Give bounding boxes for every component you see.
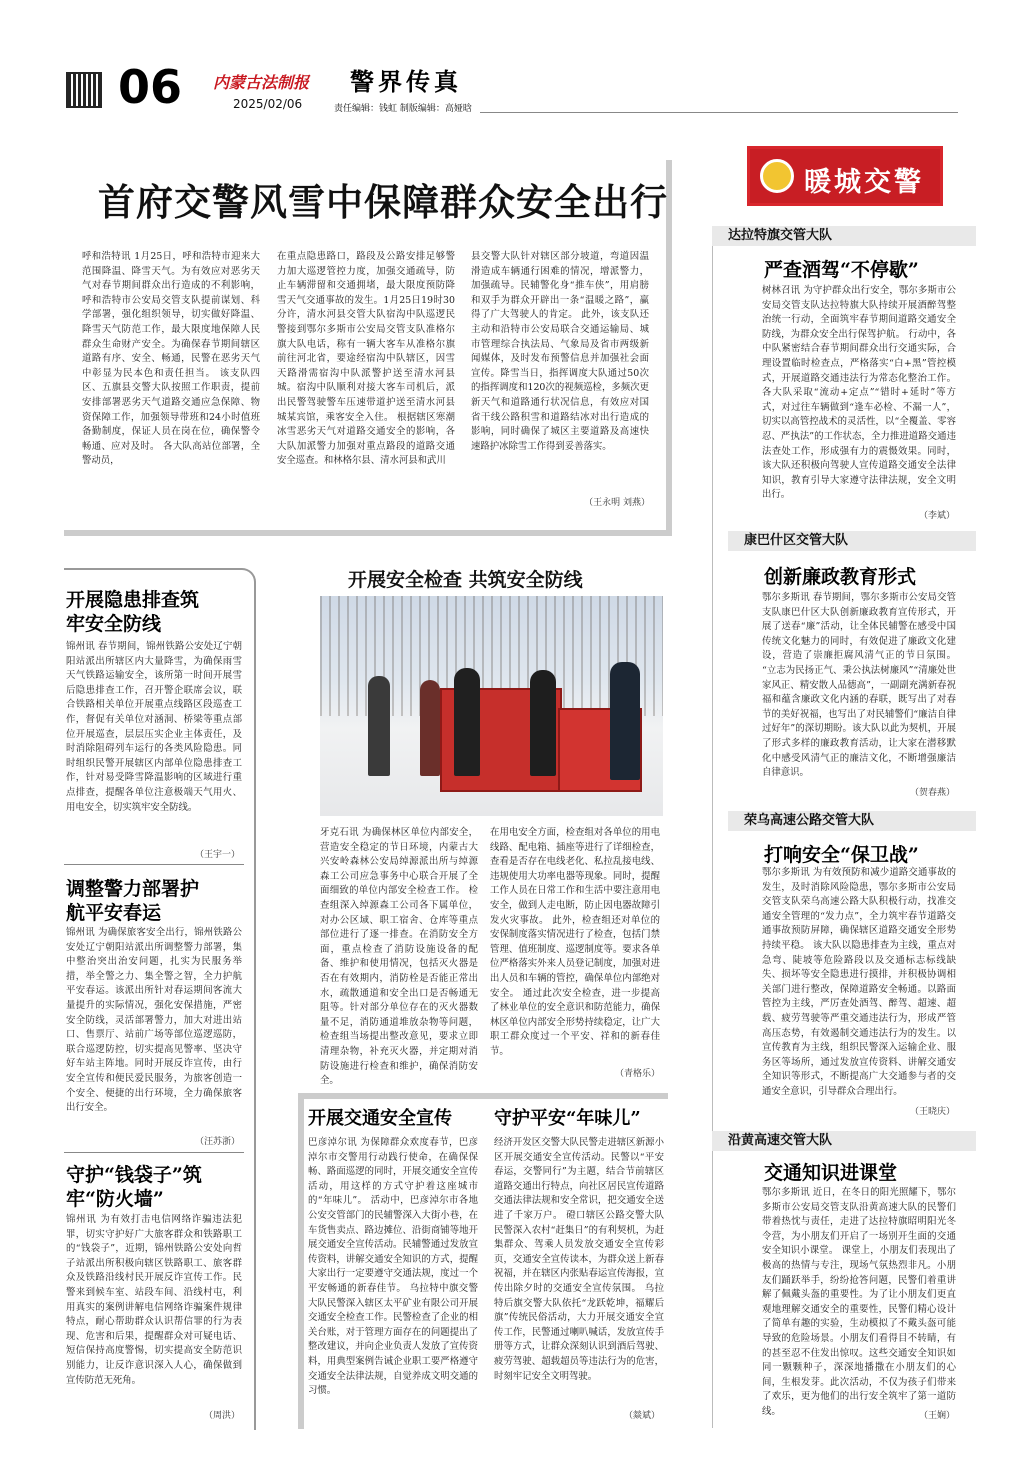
person-shape [454,668,480,776]
lead-signature: （王永明 刘燕） [584,498,650,508]
lead-column-3: 县交警大队针对辖区部分坡道，弯道因温滑造成车辆通行困难的情况，增派警力，加强疏导。民辅警化身“推车侠”，用肩膀和双手为群众开辟出一条“温暖之路”，赢得了广大驾驶人的肯定。 此外，该支队还主动和沿特市公安局联合交通运输局、城市管理综合执法局、气象局及省市两级新闻媒体，及时发布预警信息并加强社会面宣传。降雪当日，指挥调度大队通过50次的指挥调度和120次的视频巡检，多频次更新天气和道路通行状况信息，有效应对国省干线公路积雪和道路结冰对出行造成的影响，同时确保了城区主要道路及高速快速路护冰除雪工作得到妥善落实。 [471,251,649,452]
center-left-text: 牙克石讯 为确保林区单位内部安全，营造安全稳定的节日环境，内蒙古大兴安岭森林公安局绰源派出所与绰源森工公司应急事务中心联合开展了全面细致的单位内部安全检查工作。 检查组深入绰源森工公司各下属单位，对办公区域、职工宿舍、仓库等重点部位进行了逐一排查。在消防安全方面，重点检查了消防设施设备的配备、维护和使用情况，包括灭火器是否在有效期内，消防栓是否能正常出水，疏散通道和安全出口是否畅通无阻等。针对部分单位存在的灭火器数量不足，消防通道堆放杂物等问题，检查组当场提出整改意见，要求立即清理杂物，补充灭火器，并定期对消防设施进行检查和维护，确保消防安全。 [320,827,478,1087]
left-a1-text: 锦州讯 春节期间，锦州铁路公安处辽宁朝阳站派出所辖区内大量降雪，为确保雨雪天气铁路运输安全，该所第一时间开展雪后隐患排查工作，召开警企联席会议，联合铁路相关单位开展重点线路区段巡查工作，督促有关单位对涵洞、桥梁等重点部位开展巡查，层层压实企业主体责任，及时消除阻碍列车运行的各类风险隐患。同时组织民警开展辖区内部单位隐患排查工作，针对易受降雪降温影响的区域进行重点排查，提醒各单位注意极端天气用火、用电安全，切实筑牢安全防线。 [66,641,242,813]
left-a3-signature: （周洪） [203,1411,240,1421]
person-shape [368,676,390,776]
right-d2-signature: （贺春燕） [909,788,955,798]
qr-code[interactable] [66,72,102,108]
section-title: 警界传真 [350,67,462,96]
person-shape [420,680,440,776]
left-divider-2 [64,1152,244,1153]
bottom-left-headline: 开展交通安全宣传 [308,1108,452,1129]
left-a1-signature: （王宇一） [194,850,240,860]
left-divider-1 [64,864,244,865]
issue-date: 2025/02/06 [233,97,303,111]
center-headline: 开展安全检查 共筑安全防线 [348,569,583,591]
page-number: 06 [118,60,183,114]
left-a3-headline: 守护“钱袋子”筑牢“防火墙” [66,1164,202,1210]
right-d3-signature: （王晓庆） [909,1107,955,1117]
banner [747,146,943,206]
bottom-right-headline: 守护平安“年味儿” [494,1108,641,1129]
right-d4-signature: （王娴） [918,1411,955,1421]
dept-bar-2: 康巴什区交管大队 [728,531,976,551]
lead-column-2: 在重点隐患路口，路段及公路安排足够警力加大巡逻管控力度，加强交通疏导，防止车辆滞留和交通拥堵，最大限度预防降雪天气交通事故的发生。1月25日19时30分许，清水河县交管大队宿沟中队巡逻民警接到鄂尔多斯市公安局交管支队准格尔旗大队电话，称有一辆大客车从准格尔旗前往河北省，要途经宿沟中队辖区，因雪天路滑需宿沟中队派警护送至清水河县城。宿沟中队顺利对接大客车司机后，派出民警驾驶警车压速带道护送至清水河县城某宾馆，乘客安全入住。 根据辖区寒潮冰雪恶劣天气对道路交通安全的影响，各大队加派警力加强对重点路段的道路交通安全巡查。和林格尔县、清水河县和武川 [277,251,455,467]
editors-line: 责任编辑：钱虹 制版编辑：高娅晗 [334,104,472,114]
right-d1-headline: 严查酒驾“不停歇” [764,259,919,281]
person-shape [530,670,556,776]
right-col-rule [712,228,713,1428]
left-a2-headline: 调整警力部署护航平安春运 [66,878,200,924]
bottom-right-text: 经济开发区交警大队民警走进辖区新源小区开展交通安全宣传活动。民警以“平安春运，交警同行”为主题，结合节前辖区道路交通出行特点，向社区居民宣传道路交通法律法规和安全常识，把交通安全送进了千家万户。 磴口辖区公路交警大队民警深入农村“赶集日”的有利契机，为赶集群众、驾乘人员发放交通安全宣传彩页，交通安全宣传读本，为群众送上新春祝福，并在辖区内张贴春运宣传海报，宣传出除夕时的交通安全宣传氛围。 乌拉特后旗交警大队依托“龙跃乾坤，福耀后旗”传统民俗活动，大力开展交通安全宣传工作，民警通过喇叭喊话，发放宣传手册等方式，让群众深刻认识到酒后驾驶、疲劳驾驶、超载超员等违法行为的危害，时刻牢记安全文明驾驶。 [494,1137,664,1382]
left-a3-text: 锦州讯 为有效打击电信网络诈骗违法犯罪，切实守护好广大旅客群众和铁路职工的“钱袋子”，近期，锦州铁路公安处向哲子站派出所积极向辖区铁路职工、旅客群众及铁路沿线村民开展反诈宣传工作。民警来到候车室、站段车间、沿线村屯，利用真实的案例讲解电信网络诈骗案件规律特点，耐心帮助群众认识帮信罪的行为表现、危害和后果，提醒群众对可疑电话、短信保持高度警惕，切实提高安全防范识别能力，让反诈意识深入人心，确保做到宣传防范无死角。 [66,1214,242,1386]
lead-headline: 首府交警风雪中保障群众安全出行 [98,180,668,224]
police-badge-icon [760,159,794,193]
right-d2-text: 鄂尔多斯讯 春节期间，鄂尔多斯市公安局交管支队康巴什区大队创新廉政教育宣传形式，开展了送春“廉”活动，让全体民辅警在感受中国传统文化魅力的同时，有效促进了廉政文化建设，营造了崇廉拒腐风清气正的节日氛围。 “立志为民扬正气、秉公执法树廉风”“清廉处世家风正、精安散人品德高”，一副副充满新春祝福和蕴含廉政文化内涵的春联，既写出了对春节的美好祝福，也写出了对民辅警们“廉洁自律过好年”的深切期盼。该大队以此为契机，开展了形式多样的廉政教育活动，让大家在潜移默化中感受风清气正的廉洁文化，不断增强廉洁自律意识。 [762,592,956,779]
right-d4-headline: 交通知识进课堂 [764,1162,898,1184]
center-signature: （青格乐） [614,1069,660,1079]
banner-title: 暖城交警 [804,167,924,198]
right-d2-headline: 创新廉政教育形式 [764,566,917,588]
person-shape [610,662,640,780]
right-d3-headline: 打响安全“保卫战” [764,844,919,866]
left-a2-signature: （汪苏浙） [194,1137,240,1147]
dept-bar-4: 沿黄高速交管大队 [712,1131,976,1151]
lead-column-1: 呼和浩特讯 1月25日，呼和浩特市迎来大范围降温、降雪天气。为有效应对恶劣天气对春节期间群众出行造成的不利影响，呼和浩特市公安局交管支队提前谋划、科学部署，强化组织领导，切实做好降温、降雪天气防范工作，最大限度地保障人民群众生命财产安全。为确保春节期间辖区道路有序、安全、畅通，民警在恶劣天气中彰显为民本色和责任担当。 该支队四区、五旗县交警大队按照工作职责，提前安排部署恶劣天气道路交通应急保障、物资保障工作，加强领导带班和24小时值班备勤制度，保证人员在岗在位，确保警令畅通、应对及时。 各大队高站位部署，全警动员， [82,251,260,467]
paper-name: 内蒙古法制报 [213,73,310,92]
bottom-right-signature: （燚斌） [623,1411,660,1421]
center-right-text: 在用电安全方面，检查组对各单位的用电线路、配电箱、插座等进行了详细检查，查看是否存在电线老化、私拉乱接电线、违规使用大功率电器等现象。同时，提醒工作人员在日常工作和生活中要注意用电安全，做到人走电断，防止因电器故障引发火灾事故。 此外，检查组还对单位的安保制度落实情况进行了检查，包括门禁管理、值班制度、巡逻制度等。要求各单位严格落实外来人员登记制度，加强对进出人员和车辆的管控，确保单位内部绝对安全。 通过此次安全检查，进一步提高了林业单位的安全意识和防范能力，确保林区单位内部安全形势持续稳定，让广大职工群众度过一个平安、祥和的新春佳节。 [490,827,660,1057]
dept-bar-3: 荣乌高速公路交管大队 [728,811,976,831]
masthead-rule [480,112,958,113]
bottom-left-text: 巴彦淖尔讯 为保障群众欢度春节，巴彦淖尔市交警用行动践行使命，在确保保畅、路面巡逻的同时，开展交通安全宣传活动，用这样的方式守护着这座城市的“年味儿”。 活动中，巴彦淖尔市各地公安交管部门的民辅警深入大街小巷，在车货售卖点、路边摊位、沿街商铺等地开展交通安全宣传活动。民辅警通过发放宣传资料，讲解交通安全知识的方式，提醒大家出行一定要遵守交通法规，度过一个平安畅通的新春佳节。 乌拉特中旗交警大队民警深入辖区太平矿业有限公司开展交通安全检查工作。民警检查了企业的相关台账，对于管理方面存在的问题提出了整改建议，并向企业负责人发放了宣传资料，用典型案例告诫企业职工要严格遵守交通安全法律法规，自觉养成文明交通的习惯。 [308,1137,478,1397]
left-a2-text: 锦州讯 为确保旅客安全出行，锦州铁路公安处辽宁朝阳站派出所调整警力部署，集中整治突出治安问题，扎实为民服务举措，举全警之力、集全警之智，全力护航平安春运。该派出所针对春运期间客流大量提升的实际情况，强化安保措施，严密安全防线，灵活部署警力，加大对进出站口、售票厅、站前广场等部位巡逻巡防，联合巡逻防控，切实提高见警率、坚决守好车站主阵地。同时开展反诈宣传，由行安全宣传和便民爱民服务，为旅客创造一个安全、便捷的出行环境，全力确保旅客出行安全。 [66,927,242,1114]
center-photo [320,596,663,816]
right-d1-signature: （李斌） [918,511,955,521]
left-a1-headline: 开展隐患排查筑牢安全防线 [66,589,200,635]
dept-bar-1: 达拉特旗交管大队 [712,226,976,246]
right-d4-text: 鄂尔多斯讯 近日，在冬日的阳光照耀下，鄂尔多斯市公安局交管支队沿黄高速大队的民警们带着热忱与责任，走进了达拉特旗昭明阳光冬令营，为小朋友们开启了一场别开生面的交通安全知识小课堂。 课堂上，小朋友们表现出了极高的热情与专注，现场气氛热烈非凡。小朋友们踊跃举手，纷纷抢答问题，民警们着重讲解了佩戴头盔的重要性。为了让小朋友们更直观地理解交通安全的重要性，民警们精心设计了简单有趣的实验，生动模拟了不戴头盔可能导致的危险场景。小朋友们看得目不转睛，有的甚至忍不住发出惊叹。这些交通安全知识如同一颗颗种子，深深地播撒在小朋友们的心间，生根发芽。此次活动，不仅为孩子们带来了欢乐，更为他们的出行安全筑牢了第一道防线。 [762,1187,956,1417]
right-d1-text: 树林召讯 为守护群众出行安全，鄂尔多斯市公安局交管支队达拉特旗大队持续开展酒醉驾整治统一行动，全面筑牢春节期间道路交通安全防线，为群众安全出行保驾护航。 行动中，各中队紧密结合春节期间群众出行交通实际，合理设置临时检查点，严格落实“白+黑”管控模式，开展道路交通违法行为常态化整治工作。各大队采取“流动+定点”“错时+延时”等方式，对过往车辆做到“逢车必检、不漏一人”，切实以高管控战术的灵活性，以“全覆盖、零容忍、严执法”的工作状态，全力推进道路交通违法查处工作，形成强有力的震慑效果。同时，该大队还积极向驾驶人宣传道路交通安全法律知识，教育引导大家遵守法律法规，安全文明出行。 [762,285,956,501]
right-d3-text: 鄂尔多斯讯 为有效预防和减少道路交通事故的发生，及时消除风险隐患，鄂尔多斯市公安局交管支队荣乌高速公路大队积极行动，找准交通安全管理的“发力点”，全力筑牢春节道路交通事故预防屏障，确保辖区道路交通安全形势持续平稳。 该大队以隐患排查为主线，重点对急弯、陡坡等危险路段以及交通标志标线缺失、损坏等安全隐患进行摸排，并积极协调相关部门进行整改，保障道路安全畅通。以路面管控为主线，严厉查处酒驾、醉驾、超速、超载、疲劳驾驶等严重交通违法行为，形成严管高压态势，有效遏制交通违法行为的发生。以宣传教育为主线，组织民警深入运输企业、服务区等场所，通过发放宣传资料、讲解交通安全知识等形式，不断提高广大交通参与者的交通安全意识，引导群众合理出行。 [762,867,956,1097]
